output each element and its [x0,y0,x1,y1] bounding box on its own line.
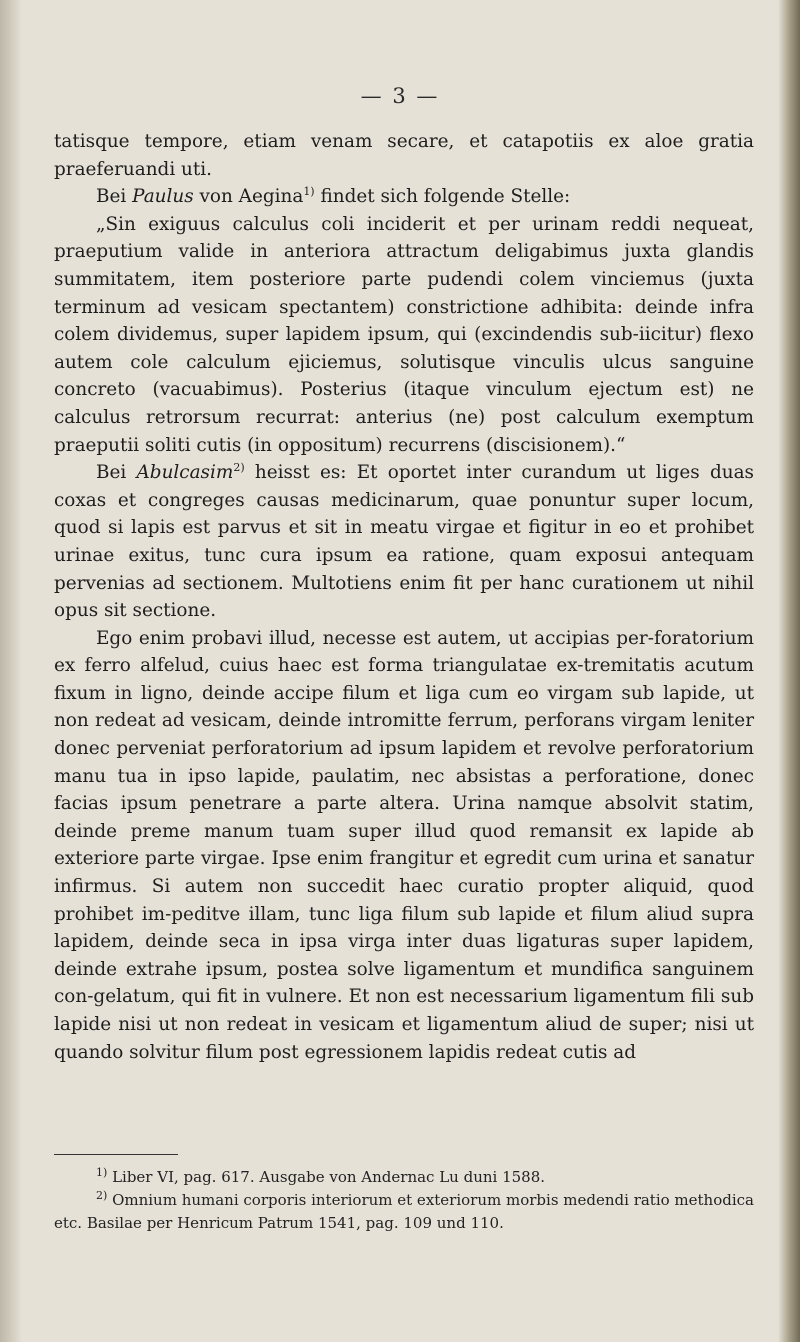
footnote-ref: 1) [303,185,315,199]
paragraph: tatisque tempore, etiam venam secare, et catapotiis ex aloe gratia praeferuandi uti. [54,131,754,180]
author-name: Abulcasim [136,462,234,484]
paragraph: Bei Paulus von Aegina$^{1)}$ findet sich folgende Stelle: [96,185,571,208]
paragraph: Ego enim probavi illud, necesse est autem, ut accipias per-foratorium ex ferro alfelud, cuius haec est forma triangulatae ex-tremitatis acutum fixum in ligno, deinde accipe filum et liga cum eo virgam sub lapide, ut non redeat ad vesicam, deinde intromitte ferrum, perforans virgam leniter donec perveniat perforatorium ad ipsum lapidem et revolve perforatorium manu tua in ipso lapide, paulatim, nec absistas a perforatione, donec facias ipsum penetrare a parte altera. Urina namque absolvit statim, deinde preme manum tuam super illud quod remansit ex lapide ab exteriore parte virgae. Ipse enim frangitur et egredit cum urina et sanatur infirmus. Si autem non succedit haec curatio propter aliquid, quod prohibet im-peditve illam, tunc liga filum sub lapide et filum aliud supra lapidem, deinde seca in ipsa virga inter duas ligaturas super lapidem, deinde extrahe ipsum, postea solve ligamentum et mundifica sanguinem con-gelatum, qui fit in vulnere. Et non est necessarium ligamentum fili sub lapide nisi ut non redeat in vesicam et ligamentum aliud de super; nisi ut quando solvitur filum post egressionem lapidis redeat cutis ad [54,627,754,1063]
page-number: — 3 — [360,84,440,108]
footnote-mark: 2) [96,1189,108,1202]
page-edge-shadow [778,0,800,1342]
footnote-ref: 2) [233,461,245,474]
footnote-divider [54,1154,178,1155]
author-name: Paulus [132,186,194,208]
paragraph: „Sin exiguus calculus coli inciderit et per urinam reddi nequeat, praeputium valide in anteriora attractum deligabimus juxta glandis summitatem, item posteriore parte pudendi colem vinciemus (juxta terminum ad vesicam spectantem) constrictione adhibita: deinde infra colem dividemus, super lapidem ipsum, qui (excindendis sub-iicitur) flexo autem cole calculum ejiciemus, solutisque vinculis ulcus sanguine concreto (vacuabimus). Posterius (itaque vinculum ejectum est) ne calculus retrorsum recurrat: anterius (ne) post calculum exemptum praeputii soliti cutis (in oppositum) recurrens (discisionem).“ [54,213,754,456]
footnote: $^{1)}$ Liber VI, pag. 617. Ausgabe von Andernac Lu duni 1588. [96,1166,546,1186]
paragraph: Bei Abulcasim$^{2)}$ heisst es: Et oportet inter curandum ut liges duas coxas et congreges causas medicinarum, quae ponuntur super locum, quod si lapis est parvus et sit in meatu virgae et figitur in eo et prohibet urinae exitus, tunc cura ipsum ea ratione, quam exposui antequam pervenias ad sectionem. Multotiens enim fit per hanc curationem ut nihil opus sit sectione. [54,461,754,622]
body-text [54,128,754,1066]
footnotes [54,1166,754,1235]
footnote-mark: 1) [96,1166,108,1179]
page-gutter-shadow [0,0,22,1342]
footnote: $^{2)}$ Omnium humani corporis interiorum et exteriorum morbis medendi ratio methodica etc. Basilae per Henricum Patrum 1541, pag. 109 und 110. [54,1189,754,1232]
